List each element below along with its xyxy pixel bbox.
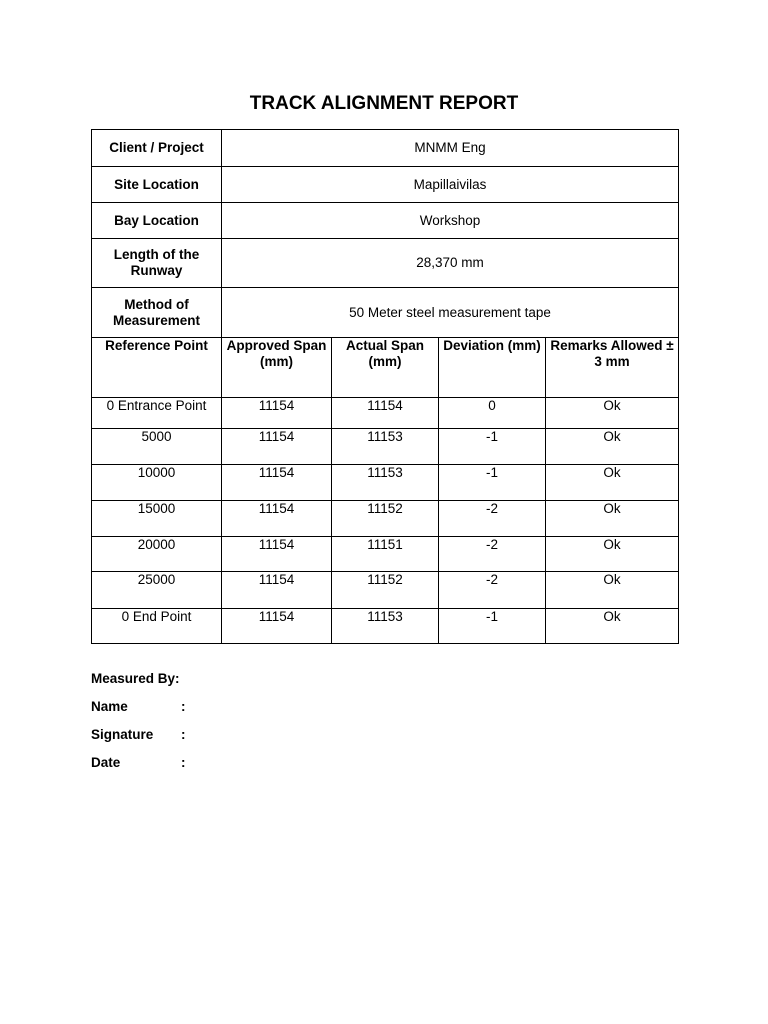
report-table: [91, 129, 679, 644]
info-row-site: [92, 167, 679, 203]
name-field: [91, 697, 186, 725]
info-label: Bay Location: [92, 203, 222, 239]
info-row-client: [92, 130, 679, 167]
column-header: Remarks Allowed ± 3 mm: [546, 338, 679, 398]
name-label: Name: [91, 699, 128, 714]
table-cell: 11154: [222, 572, 332, 609]
column-header: Actual Span (mm): [332, 338, 439, 398]
table-cell: Ok: [546, 609, 679, 644]
info-row-bay: [92, 203, 679, 239]
table-row: [92, 429, 679, 465]
column-header: Reference Point: [92, 338, 222, 398]
table-cell: 5000: [92, 429, 222, 465]
table-row: [92, 537, 679, 572]
table-cell: 11153: [332, 609, 439, 644]
column-header: Approved Span (mm): [222, 338, 332, 398]
info-value: 28,370 mm: [222, 239, 679, 288]
table-cell: -2: [439, 501, 546, 537]
date-separator: :: [181, 755, 186, 770]
table-cell: Ok: [546, 572, 679, 609]
info-label: Site Location: [92, 167, 222, 203]
table-cell: 25000: [92, 572, 222, 609]
table-cell: 15000: [92, 501, 222, 537]
table-cell: Ok: [546, 429, 679, 465]
table-cell: Ok: [546, 465, 679, 501]
name-separator: :: [181, 699, 186, 714]
table-row: [92, 609, 679, 644]
date-label: Date: [91, 755, 121, 770]
column-header-row: [92, 338, 679, 398]
table-cell: 11154: [222, 501, 332, 537]
table-cell: 11154: [222, 429, 332, 465]
table-row: [92, 465, 679, 501]
info-row-length: [92, 239, 679, 288]
table-cell: 11153: [332, 465, 439, 501]
info-value: MNMM Eng: [222, 130, 679, 167]
table-row: [92, 572, 679, 609]
table-cell: Ok: [546, 398, 679, 429]
info-value: Workshop: [222, 203, 679, 239]
table-cell: 0 End Point: [92, 609, 222, 644]
table-cell: 11154: [222, 398, 332, 429]
signoff-section: [91, 669, 186, 781]
table-cell: 11154: [222, 609, 332, 644]
table-cell: -2: [439, 572, 546, 609]
table-cell: -1: [439, 429, 546, 465]
table-row: [92, 501, 679, 537]
info-label: Length of the Runway: [92, 239, 222, 288]
table-cell: 11152: [332, 501, 439, 537]
table-row: [92, 398, 679, 429]
measured-by-label: Measured By:: [91, 671, 180, 686]
info-label: Method of Measurement: [92, 288, 222, 338]
table-cell: Ok: [546, 501, 679, 537]
table-cell: 11154: [222, 465, 332, 501]
date-field: [91, 753, 186, 781]
table-cell: Ok: [546, 537, 679, 572]
table-cell: 0: [439, 398, 546, 429]
info-row-method: [92, 288, 679, 338]
table-cell: 20000: [92, 537, 222, 572]
signature-label: Signature: [91, 727, 154, 742]
info-value: Mapillaivilas: [222, 167, 679, 203]
report-title: TRACK ALIGNMENT REPORT: [249, 93, 519, 114]
table-cell: 10000: [92, 465, 222, 501]
signature-separator: :: [181, 727, 186, 742]
table-cell: 11151: [332, 537, 439, 572]
table-cell: -1: [439, 465, 546, 501]
table-cell: 11152: [332, 572, 439, 609]
table-cell: -2: [439, 537, 546, 572]
signature-field: [91, 725, 186, 753]
table-cell: 0 Entrance Point: [92, 398, 222, 429]
info-label: Client / Project: [92, 130, 222, 167]
table-cell: 11154: [332, 398, 439, 429]
table-cell: 11153: [332, 429, 439, 465]
table-cell: 11154: [222, 537, 332, 572]
table-cell: -1: [439, 609, 546, 644]
info-value: 50 Meter steel measurement tape: [222, 288, 679, 338]
column-header: Deviation (mm): [439, 338, 546, 398]
